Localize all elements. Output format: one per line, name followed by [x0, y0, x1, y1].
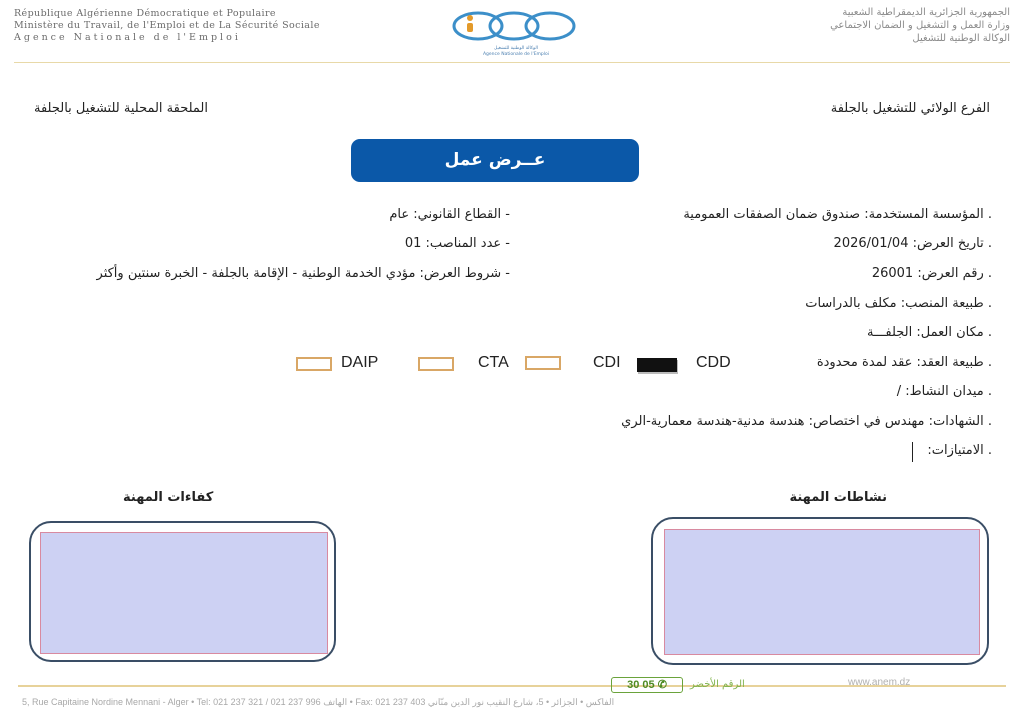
competencies-title: كفاءات المهنة [123, 490, 214, 505]
contract-cdd-label: CDD [696, 354, 731, 371]
header-fr-line3: Agence Nationale de l'Emploi [14, 32, 241, 43]
field-legal-sector: - القطاع القانوني: عام [389, 207, 510, 222]
field-employer: . المؤسسة المستخدمة: صندوق ضمان الصفقات العمومية [683, 207, 992, 222]
footer-address: 5, Rue Capitaine Nordine Mennani - Alger • Tel: 021 237 321 / 021 237 996 الهاتف • Fax: 021 237 403 الفاكس • الجزائر • 5، شارع النقيب نور الدين منّاني [22, 697, 615, 707]
contract-cdi-checkbox[interactable] [525, 356, 561, 370]
green-number: 30 05 [627, 679, 655, 691]
field-offer-date: . تاريخ العرض: 2026/01/04 [833, 236, 992, 251]
header-fr-line1: République Algérienne Démocratique et Populaire [14, 8, 276, 19]
anem-logo [446, 6, 586, 62]
logo-caption-ar: الوكالة الوطنية للتشغيل [494, 46, 538, 51]
offer-title: عــرض عمل [351, 139, 639, 182]
contract-daip-label: DAIP [341, 354, 379, 371]
field-positions-count: - عدد المناصب: 01 [404, 236, 510, 251]
header-french [14, 8, 320, 44]
field-conditions: - شروط العرض: مؤدي الخدمة الوطنية - الإقامة بالجلفة - الخبرة سنتين وأكثر [96, 266, 510, 281]
activities-frame [651, 517, 989, 665]
branch-right: الفرع الولائي للتشغيل بالجلفة [830, 101, 990, 116]
contract-cdi-label: CDI [593, 354, 621, 371]
text-cursor [912, 442, 913, 462]
activities-content-box[interactable] [664, 529, 980, 655]
field-diplomas: . الشهادات: مهندس في اختصاص: هندسة مدنية-هندسة معمارية-الري [621, 414, 992, 429]
header-ar-line2: وزارة العمل و التشغيل و الضمان الاجتماعي [830, 20, 1010, 31]
field-work-place: . مكان العمل: الجلفـــة [866, 325, 992, 340]
logo-caption [446, 46, 586, 58]
field-benefits: . الامتيازات: [927, 443, 992, 458]
field-contract-nature: . طبيعة العقد: عقد لمدة محدودة [816, 355, 992, 370]
logo-caption-fr: Agence Nationale de l'Emploi [482, 52, 550, 57]
footer-website: www.anem.dz [848, 677, 911, 688]
competencies-content-box[interactable] [40, 532, 328, 654]
contract-cta-label: CTA [478, 354, 509, 371]
header-ar-line3: الوكالة الوطنية للتشغيل [912, 33, 1010, 44]
header-divider [14, 62, 1010, 63]
header-ar-line1: الجمهورية الجزائرية الديمقراطية الشعبية [842, 7, 1010, 18]
branch-left: الملحقة المحلية للتشغيل بالجلفة [34, 101, 209, 116]
competencies-frame [29, 521, 336, 662]
field-offer-number: . رقم العرض: 26001 [871, 266, 992, 281]
phone-icon: ✆ [657, 679, 667, 691]
header-fr-line2: Ministère du Travail, de l'Emploi et de La Sécurité Sociale [14, 20, 320, 31]
green-label: الرقم الأخضر [690, 679, 745, 690]
contract-cdd-checkbox[interactable] [637, 358, 677, 372]
logo-rings-icon [446, 6, 586, 46]
contract-daip-checkbox[interactable] [296, 357, 332, 371]
field-position-nature: . طبيعة المنصب: مكلف بالدراسات [805, 296, 992, 311]
header-arabic [630, 6, 1010, 45]
field-activity-field: . ميدان النشاط: / [896, 384, 992, 399]
green-number-badge [611, 677, 683, 693]
contract-cta-checkbox[interactable] [418, 357, 454, 371]
activities-title: نشاطات المهنة [789, 490, 887, 505]
